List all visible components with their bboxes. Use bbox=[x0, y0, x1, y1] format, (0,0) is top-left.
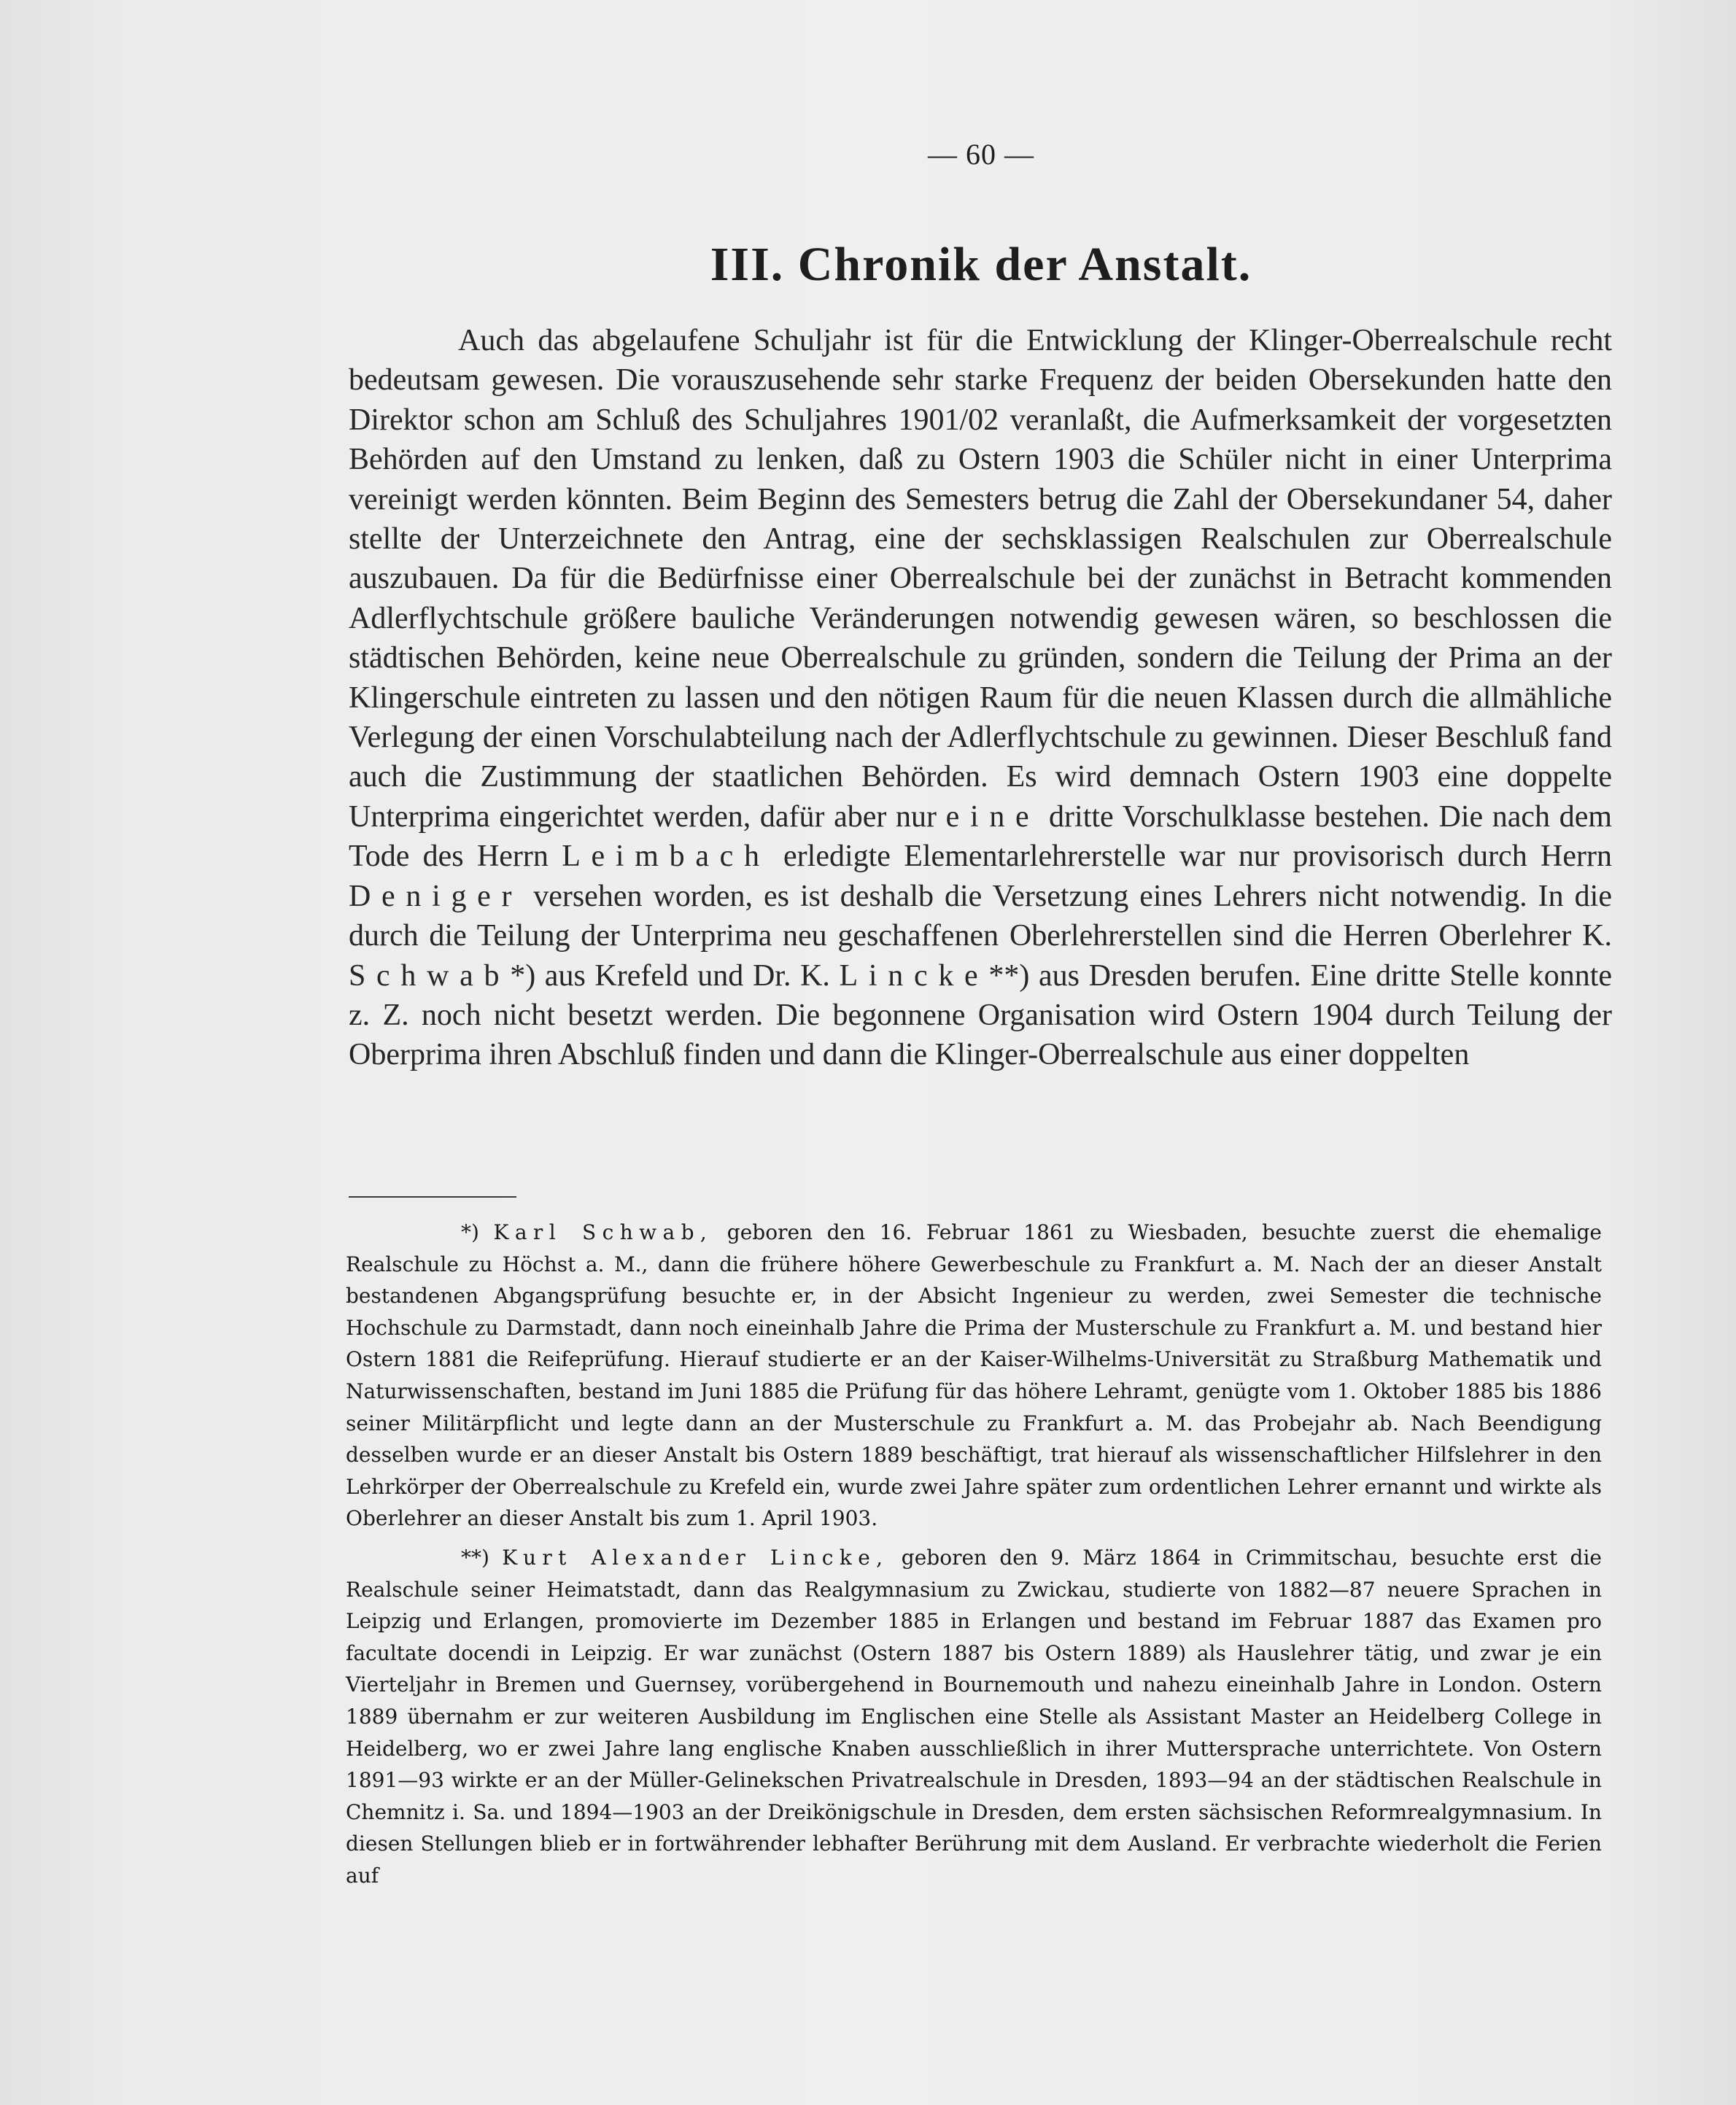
body-text-segment: versehen worden, es ist deshalb die Versetzung eines Lehrers nicht notwendig. In die durch die Teilung der Unterprima neu geschaffenen Oberlehrerstellen sind die Herren Oberlehrer K. bbox=[349, 879, 1612, 953]
body-text-segment: **) aus Dresden berufen. Eine dritte Stelle konnte z. Z. noch nicht besetzt werden. Die begonnene Organisation wird Ostern 1904 durch Teilung der Oberprima ihren Abschluß finden und dann die Klinger-Oberrealschule aus einer doppelten bbox=[349, 958, 1613, 1072]
name-leimbach: Leimbach bbox=[562, 840, 770, 874]
footnote-name: Karl Schwab, bbox=[493, 1220, 713, 1244]
footnote-marker: *) bbox=[461, 1220, 479, 1244]
footnotes bbox=[346, 1217, 1602, 1899]
body-text-segment: erledigte Elementarlehrerstelle war nur provisorisch durch Herrn bbox=[783, 840, 1612, 874]
footnote-text: geboren den 16. Februar 1861 zu Wiesbaden, besuchte zuerst die ehemalige Realschule zu Höchst a. M., dann die frühere höhere Gewerbeschule zu Frankfurt a. M. Nach der an dieser Anstalt bestandenen Abgangsprüfung besuchte er, in der Absicht Ingenieur zu werden, zwei Semester die technische Hochschule zu Darmstadt, dann noch eineinhalb Jahre die Prima der Musterschule zu Frankfurt a. M. und bestand hier Ostern 1881 die Reifeprüfung. Hierauf studierte er an der Kaiser-Wilhelms-Universität zu Straßburg Mathematik und Naturwissenschaften, bestand im Juni 1885 die Prüfung für das höhere Lehramt, genügte vom 1. Oktober 1885 bis 1886 seiner Militärpflicht und legte dann an der Musterschule zu Frankfurt a. M. das Probejahr ab. Nach Beendigung desselben wurde er an dieser Anstalt bis Ostern 1889 beschäftigt, trat hierauf als wissenschaftlicher Hilfslehrer in den Lehrkörper der Oberrealschule zu Krefeld ein, wurde zwei Jahre später zum ordentlichen Lehrer ernannt und wirkte als Oberlehrer an dieser Anstalt bis zum 1. April 1903. bbox=[346, 1220, 1603, 1531]
emphasis-eine: eine bbox=[945, 799, 1040, 834]
body-text-segment: *) aus Krefeld und Dr. K. bbox=[510, 958, 830, 993]
footnote-name: Kurt Alexander Lincke, bbox=[502, 1545, 889, 1570]
footnote-marker: **) bbox=[461, 1545, 489, 1570]
name-schwab: Schwab bbox=[349, 958, 511, 993]
main-paragraph bbox=[349, 321, 1612, 1075]
footnote-schwab bbox=[346, 1217, 1602, 1535]
chapter-title: III. Chronik der Anstalt. bbox=[710, 238, 1252, 291]
footnote-lincke bbox=[346, 1542, 1602, 1892]
footnote-text: geboren den 9. März 1864 in Crimmitschau, besuchte erst die Realschule seiner Heimatstadt, dann das Realgymnasium zu Zwickau, studierte von 1882—87 neuere Sprachen in Leipzig und Erlangen, promovierte im Dezember 1885 in Erlangen und bestand im Februar 1887 das Examen pro facultate docendi in Leipzig. Er war zunächst (Ostern 1887 bis Ostern 1889) als Hauslehrer tätig, und zwar je ein Vierteljahr in Bremen und Guernsey, vorübergehend in Bournemouth und nahezu eineinhalb Jahre in London. Ostern 1889 übernahm er zur weiteren Ausbildung im Englischen eine Stelle als Assistant Master an Heidelberg College in Heidelberg, wo er zwei Jahre lang englische Knaben ausschließlich in ihrer Muttersprache unterrichtete. Von Ostern 1891—93 wirkte er an der Müller-Gelinekschen Privatrealschule in Dresden, 1893—94 an der städtischen Realschule in Chemnitz i. Sa. und 1894—1903 an der Dreikönigschule in Dresden, dem ersten sächsischen Reformrealgymnasium. In diesen Stellungen blieb er in fortwährender lebhafter Berührung mit dem Ausland. Er verbrachte wiederholt die Ferien auf bbox=[346, 1545, 1603, 1888]
name-deniger: Deniger bbox=[349, 879, 523, 913]
footnote-divider bbox=[349, 1196, 516, 1198]
page-number: — 60 — bbox=[928, 138, 1034, 171]
name-lincke: Lincke bbox=[839, 958, 989, 993]
body-text-segment: dritte Vorschulklasse bestehen. Die nach dem Tode des Herrn bbox=[349, 799, 1612, 874]
body-text-segment: Auch das abgelaufene Schuljahr ist für die Entwicklung der Klinger-Oberrealschule recht bedeutsam gewesen. Die vorauszusehende sehr starke Frequenz der beiden Obersekunden hatte den Direktor schon am Schluß des Schuljahres 1901/02 veranlaßt, die Aufmerksamkeit der vorgesetzten Behörden auf den Umstand zu lenken, daß zu Ostern 1903 die Schüler nicht in einer Unterprima vereinigt werden könnten. Beim Beginn des Semesters betrug die Zahl der Obersekundaner 54, daher stellte der Unterzeichnete den Antrag, eine der sechsklassigen Realschulen zur Oberrealschule auszubauen. Da für die Bedürfnisse einer Oberrealschule bei der zunächst in Betracht kommenden Adlerflychtschule größere bauliche Veränderungen notwendig gewesen wären, so beschlossen die städtischen Behörden, keine neue Oberrealschule zu gründen, sondern die Teilung der Prima an der Klingerschule eintreten zu lassen und den nötigen Raum für die neuen Klassen durch die allmähliche Verlegung der einen Vorschulabteilung nach der Adlerflychtschule zu gewinnen. Dieser Beschluß fand auch die Zustimmung der staatlichen Behörden. Es wird demnach Ostern 1903 eine doppelte Unterprima eingerichtet werden, dafür aber nur bbox=[349, 324, 1612, 834]
